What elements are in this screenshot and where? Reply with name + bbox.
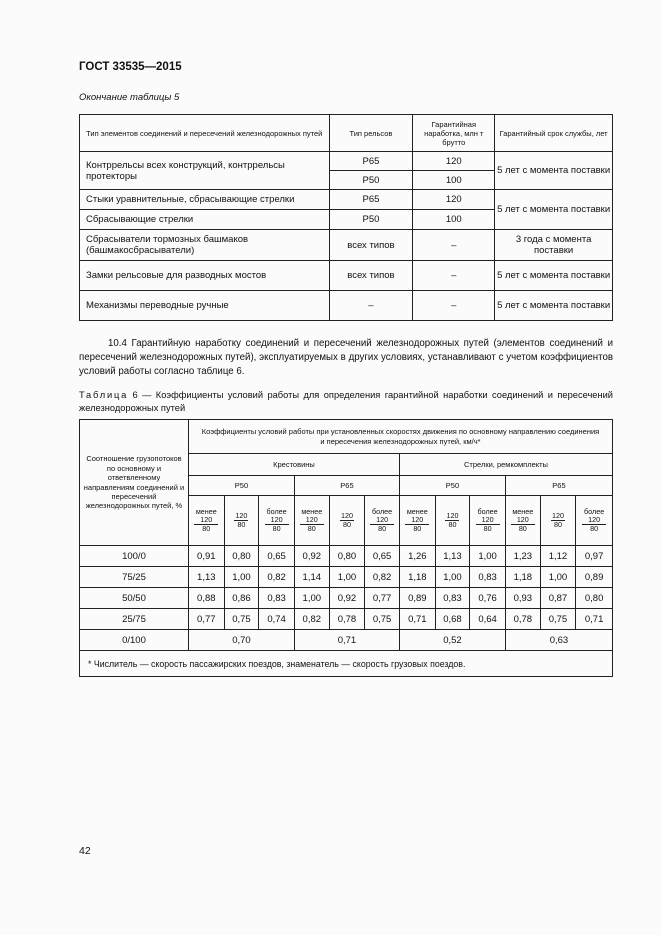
table5-cell: – bbox=[413, 291, 495, 321]
table-row bbox=[80, 567, 613, 588]
table-row bbox=[80, 609, 613, 630]
table6-cell: 1,23 bbox=[505, 546, 540, 567]
table6-cell: 0,89 bbox=[576, 567, 613, 588]
table6-cell: 1,18 bbox=[505, 567, 540, 588]
speed-more-label: более bbox=[372, 506, 393, 516]
table5-cell: 100 bbox=[413, 171, 495, 190]
speed-num: 120 bbox=[446, 510, 459, 520]
speed-den: 80 bbox=[378, 523, 387, 533]
table5-row-name: Сбрасывающие стрелки bbox=[80, 210, 330, 230]
table6-cell: 0,78 bbox=[505, 609, 540, 630]
table-row bbox=[80, 630, 613, 651]
table6-cell: 0,92 bbox=[329, 588, 365, 609]
speed-den: 80 bbox=[202, 523, 211, 533]
table5-term: 5 лет с момента поставки bbox=[495, 190, 613, 230]
table5-header-term: Гарантийный срок службы, лет bbox=[495, 115, 613, 152]
table6-row-header: Соотношение грузопотоков по основному и ответвленному направлениям соединений и пересечений железнодорожных путей, % bbox=[80, 420, 189, 546]
table6-cell: 0,78 bbox=[329, 609, 365, 630]
table5-cell: 120 bbox=[413, 190, 495, 210]
table6-cell: 1,13 bbox=[188, 567, 224, 588]
table6-rail: Р65 bbox=[294, 476, 399, 496]
table6-speed-equal bbox=[224, 496, 259, 546]
speed-num: 120 bbox=[476, 516, 500, 525]
paragraph-10-4: 10.4 Гарантийную наработку соединений и пересечений железнодорожных путей (элементов соединений и пересечений железнодорожных путей), эксплуатируемых в других условиях, устанавливают с учетом коэффициентов условий работы согласно таблице 6. bbox=[79, 338, 613, 377]
table5-cell: 120 bbox=[413, 152, 495, 171]
table6-cell: 1,13 bbox=[435, 546, 470, 567]
table6-footnote: * Числитель — скорость пассажирских поездов, знаменатель — скорость грузовых поездов. bbox=[80, 651, 613, 677]
table6-cell: 0,71 bbox=[399, 609, 435, 630]
table-6 bbox=[79, 419, 613, 677]
table6-cell: 0,82 bbox=[259, 567, 295, 588]
table5-row-name: Замки рельсовые для разводных мостов bbox=[80, 261, 330, 291]
speed-more-label: более bbox=[477, 506, 498, 516]
table6-cell: 0,71 bbox=[294, 630, 399, 651]
speed-den: 80 bbox=[448, 519, 457, 529]
table5-cell: – bbox=[329, 291, 413, 321]
table6-speed-less bbox=[505, 496, 540, 546]
table-continuation-label: Окончание таблицы 5 bbox=[79, 92, 180, 103]
table6-cell: 0,89 bbox=[399, 588, 435, 609]
table6-cell: 0,92 bbox=[294, 546, 329, 567]
speed-den: 80 bbox=[413, 523, 422, 533]
table6-cell: 0,75 bbox=[224, 609, 259, 630]
table6-ratio: 50/50 bbox=[80, 588, 189, 609]
table6-cell: 0,83 bbox=[259, 588, 295, 609]
speed-den: 80 bbox=[483, 523, 492, 533]
speed-den: 80 bbox=[307, 523, 316, 533]
table6-cell: 1,14 bbox=[294, 567, 329, 588]
speed-num: 120 bbox=[194, 516, 218, 525]
table6-speed-equal bbox=[435, 496, 470, 546]
table6-cell: 0,70 bbox=[188, 630, 294, 651]
table6-ratio: 75/25 bbox=[80, 567, 189, 588]
document-header: ГОСТ 33535—2015 bbox=[79, 61, 182, 73]
table6-cell: 0,65 bbox=[259, 546, 295, 567]
table6-cell: 0,68 bbox=[435, 609, 470, 630]
table6-cell: 0,75 bbox=[540, 609, 576, 630]
table6-group-switches: Стрелки, ремкомплекты bbox=[399, 454, 612, 476]
table6-coef-header: Коэффициенты условий работы при установленных скоростях движения по основному направлению соединения и пересечения железнодорожных путей, км/ч* bbox=[188, 420, 612, 454]
table6-cell: 0,71 bbox=[576, 609, 613, 630]
table6-speed-less bbox=[294, 496, 329, 546]
table6-group-frogs: Крестовины bbox=[188, 454, 399, 476]
table5-header-rail: Тип рельсов bbox=[329, 115, 413, 152]
speed-more-label: более bbox=[266, 506, 287, 516]
table6-rail: Р50 bbox=[399, 476, 505, 496]
speed-den: 80 bbox=[272, 523, 281, 533]
table6-cell: 1,00 bbox=[540, 567, 576, 588]
table6-speed-more bbox=[365, 496, 400, 546]
speed-den: 80 bbox=[237, 519, 246, 529]
table6-cell: 1,12 bbox=[540, 546, 576, 567]
caption-label: Таблица bbox=[79, 390, 129, 400]
table5-row-name: Сбрасыватели тормозных башмаков (башмакосбрасыватели) bbox=[80, 230, 330, 261]
caption-text: 6 — Коэффициенты условий работы для определения гарантийной наработки соединений и пересечений железнодорожных путей bbox=[79, 390, 613, 413]
table5-cell: Р50 bbox=[329, 210, 413, 230]
table5-cell: Р65 bbox=[329, 152, 413, 171]
table6-cell: 0,82 bbox=[365, 567, 400, 588]
speed-num: 120 bbox=[340, 510, 353, 520]
table6-ratio: 0/100 bbox=[80, 630, 189, 651]
table6-ratio: 100/0 bbox=[80, 546, 189, 567]
table6-cell: 0,97 bbox=[576, 546, 613, 567]
table6-speed-equal bbox=[329, 496, 365, 546]
table-5 bbox=[79, 114, 613, 321]
table6-cell: 0,91 bbox=[188, 546, 224, 567]
speed-less-label: менее bbox=[301, 506, 323, 516]
table6-speed-equal bbox=[540, 496, 576, 546]
table6-cell: 0,77 bbox=[188, 609, 224, 630]
table5-cell: Р65 bbox=[329, 190, 413, 210]
speed-num: 120 bbox=[582, 516, 606, 525]
speed-more-label: более bbox=[584, 506, 605, 516]
speed-num: 120 bbox=[265, 516, 289, 525]
table6-footnote-row bbox=[80, 651, 613, 677]
table6-cell: 1,00 bbox=[294, 588, 329, 609]
table6-cell: 0,75 bbox=[365, 609, 400, 630]
speed-num: 120 bbox=[511, 516, 535, 525]
table6-cell: 0,64 bbox=[470, 609, 506, 630]
table6-cell: 0,77 bbox=[365, 588, 400, 609]
speed-den: 80 bbox=[553, 519, 562, 529]
table6-cell: 0,65 bbox=[365, 546, 400, 567]
table5-row-name: Механизмы переводные ручные bbox=[80, 291, 330, 321]
table5-row-name: Стыки уравнительные, сбрасывающие стрелки bbox=[80, 190, 330, 210]
speed-less-label: менее bbox=[406, 506, 428, 516]
table5-term: 5 лет с момента поставки bbox=[495, 291, 613, 321]
table5-cell: всех типов bbox=[329, 261, 413, 291]
table5-header-durability: Гарантийная наработка, млн т брутто bbox=[413, 115, 495, 152]
page-number: 42 bbox=[79, 845, 91, 857]
speed-less-label: менее bbox=[512, 506, 534, 516]
table6-cell: 0,80 bbox=[224, 546, 259, 567]
table6-cell: 0,93 bbox=[505, 588, 540, 609]
table6-cell: 0,82 bbox=[294, 609, 329, 630]
table6-cell: 0,52 bbox=[399, 630, 505, 651]
table-row bbox=[80, 546, 613, 567]
table6-cell: 0,80 bbox=[576, 588, 613, 609]
table5-term: 5 лет с момента поставки bbox=[495, 152, 613, 190]
table6-cell: 0,87 bbox=[540, 588, 576, 609]
table6-cell: 1,26 bbox=[399, 546, 435, 567]
table6-speed-more bbox=[470, 496, 506, 546]
table6-speed-more bbox=[259, 496, 295, 546]
speed-num: 120 bbox=[370, 516, 394, 525]
table6-cell: 0,83 bbox=[470, 567, 506, 588]
table5-cell: 100 bbox=[413, 210, 495, 230]
speed-less-label: менее bbox=[195, 506, 217, 516]
table6-cell: 1,18 bbox=[399, 567, 435, 588]
table5-header-type: Тип элементов соединений и пересечений железнодорожных путей bbox=[80, 115, 330, 152]
table-row bbox=[80, 588, 613, 609]
speed-num: 120 bbox=[235, 510, 248, 520]
table6-cell: 0,63 bbox=[505, 630, 612, 651]
table6-cell: 0,83 bbox=[435, 588, 470, 609]
table6-cell: 0,74 bbox=[259, 609, 295, 630]
table6-rail: Р65 bbox=[505, 476, 612, 496]
speed-num: 120 bbox=[405, 516, 429, 525]
table5-term: 3 года с момента поставки bbox=[495, 230, 613, 261]
table6-speed-less bbox=[188, 496, 224, 546]
table6-cell: 0,88 bbox=[188, 588, 224, 609]
table5-term: 5 лет с момента поставки bbox=[495, 261, 613, 291]
speed-num: 120 bbox=[551, 510, 564, 520]
table6-cell: 1,00 bbox=[224, 567, 259, 588]
speed-den: 80 bbox=[518, 523, 527, 533]
table5-cell: – bbox=[413, 261, 495, 291]
table6-speed-more bbox=[576, 496, 613, 546]
table6-cell: 1,00 bbox=[470, 546, 506, 567]
table6-rail: Р50 bbox=[188, 476, 294, 496]
table5-row-name: Контррельсы всех конструкций, контррельсы протекторы bbox=[80, 152, 330, 190]
speed-den: 80 bbox=[342, 519, 351, 529]
table5-cell: всех типов bbox=[329, 230, 413, 261]
table6-cell: 1,00 bbox=[329, 567, 365, 588]
table6-cell: 0,76 bbox=[470, 588, 506, 609]
speed-den: 80 bbox=[590, 523, 599, 533]
table6-cell: 0,86 bbox=[224, 588, 259, 609]
speed-num: 120 bbox=[300, 516, 324, 525]
table5-cell: – bbox=[413, 230, 495, 261]
table6-ratio: 25/75 bbox=[80, 609, 189, 630]
table6-speed-less bbox=[399, 496, 435, 546]
table6-cell: 0,80 bbox=[329, 546, 365, 567]
table5-cell: Р50 bbox=[329, 171, 413, 190]
table6-cell: 1,00 bbox=[435, 567, 470, 588]
table-6-caption bbox=[79, 389, 613, 415]
